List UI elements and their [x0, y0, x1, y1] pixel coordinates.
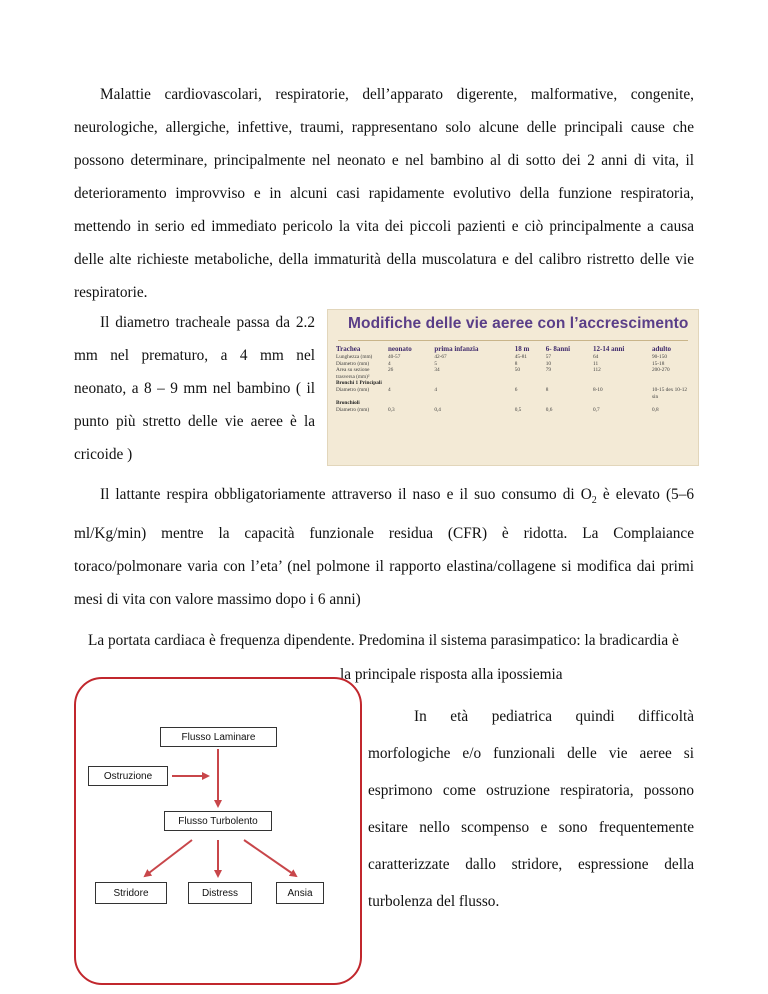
paragraph-pediatric-airway: In età pediatrica quindi difficoltà morfologiche e/o funzionali delle vie aeree si esprimono come ostruzione respiratoria, possono esitare nello scompenso e sono frequentemente caratterizzate dallo stridore, espressione della turbolenza del flusso.	[368, 708, 694, 910]
paragraph-cardiac-output-cont: la principale risposta alla ipossiemia	[340, 666, 563, 683]
table-cell: 0,5	[514, 406, 522, 413]
table-row-label: Lunghezza (mm)	[336, 354, 373, 360]
table-header-5: 12-14 anni	[593, 345, 625, 353]
table-cell: 10-15 dex 10-12 sin	[652, 386, 688, 400]
table-cell: 79	[545, 367, 552, 374]
table-cell: 0,8	[652, 406, 659, 413]
node-ostruzione: Ostruzione	[88, 766, 168, 786]
node-flusso-turbolento: Flusso Turbolento	[164, 811, 272, 831]
table-cell: 40-57	[388, 354, 401, 360]
table-cell: 5	[434, 360, 437, 367]
table-cell: 34	[434, 367, 440, 374]
table-header-1: neonato	[388, 345, 412, 353]
table-row-label: Bronchi 1 Principali	[336, 380, 382, 387]
table-cell: 42-67	[434, 354, 447, 360]
arrow-to-ansia	[244, 840, 296, 876]
table-row-label: Diametro (mm)	[336, 386, 370, 393]
table-cell: 4	[434, 386, 437, 393]
p3-text-b: è elevato (5–6 ml/Kg/min) mentre la capacità funzionale residua (CFR) è ridotta. La Complaiance toraco/polmonare varia con l’eta’ (nel polmone il rapporto elastina/collagene si modifica dai primi mesi di vita con valore massimo dopo i 6 anni)	[74, 486, 694, 609]
node-stridore: Stridore	[95, 882, 167, 904]
table-cell: 45-81	[514, 354, 528, 360]
table-header-0: Trachea	[336, 345, 361, 353]
table-cell: 90-150	[652, 354, 668, 360]
table-header-4: 6- 8anni	[545, 345, 571, 353]
table-cell: 200-270	[652, 367, 670, 374]
table-cell: 4	[388, 386, 391, 393]
table-cell: 4	[388, 360, 391, 367]
node-distress: Distress	[188, 882, 252, 904]
table-header-3: 18 m	[514, 345, 530, 353]
table-cell: 57	[545, 354, 552, 360]
arrow-to-stridore	[145, 840, 192, 876]
table-cell: 0,3	[388, 406, 395, 413]
table-cell: 8-10	[593, 386, 603, 393]
table-cell: 64	[593, 354, 599, 360]
table-cell: 0,7	[593, 406, 600, 413]
p3-text-a: Il lattante respira obbligatoriamente attraverso il naso e il suo consumo di O	[100, 486, 592, 503]
table-cell: 8	[545, 386, 549, 393]
paragraph-intro: Malattie cardiovascolari, respiratorie, dell’apparato digerente, malformative, congenite, neurologiche, allergiche, infettive, traumi, rappresentano solo alcune delle principali cause che possono determinare, principalmente nel neonato e nel bambino al di sotto dei 2 anni di vita, il deterioramento improvviso e in alcuni casi rapidamente evolutivo della funzione respiratoria, mettendo in serio ed immediato pericolo la vita dei piccoli pazienti e ciò principalmente a causa delle alte richieste metaboliche, della immaturità della muscolatura e del calibro ristretto delle vie respiratorie.	[74, 86, 694, 301]
table-row-label: Area su sezione trasversa (mm)²	[336, 367, 370, 380]
table-header-6: adulto	[652, 345, 672, 353]
table-cell: 11	[593, 360, 599, 367]
paragraph-cardiac-output: La portata cardiaca è frequenza dipendente. Predomina il sistema parasimpatico: la bradicardia è	[88, 632, 679, 649]
node-ansia: Ansia	[276, 882, 324, 904]
table-cell: 112	[593, 367, 601, 374]
p3-subscript: 2	[591, 495, 597, 507]
table-row-label: Diametro (mm)	[336, 360, 370, 367]
table-row-label: Bronchioli	[336, 400, 360, 407]
paragraph-tracheal-diameter: Il diametro tracheale passa da 2.2 mm nel prematuro, a 4 mm nel neonato, a 8 – 9 mm nel bambino ( il punto più stretto delle vie aeree è la cricoide )	[74, 314, 315, 463]
table-cell: 15-18	[652, 360, 665, 367]
table-header-2: prima infanzia	[434, 345, 479, 353]
table-cell: 50	[514, 367, 520, 374]
table-cell: 26	[388, 367, 394, 374]
table-cell: 6	[514, 386, 518, 393]
table-row-label: Diametro (mm)	[336, 406, 370, 413]
table-title: Modifiche delle vie aeree con l’accrescimento	[348, 315, 689, 332]
table-cell: 8	[514, 360, 518, 367]
table-cell: 0,4	[434, 406, 441, 413]
table-cell: 0,6	[545, 406, 553, 413]
table-cell: 10	[545, 360, 552, 367]
node-flusso-laminare: Flusso Laminare	[160, 727, 277, 747]
